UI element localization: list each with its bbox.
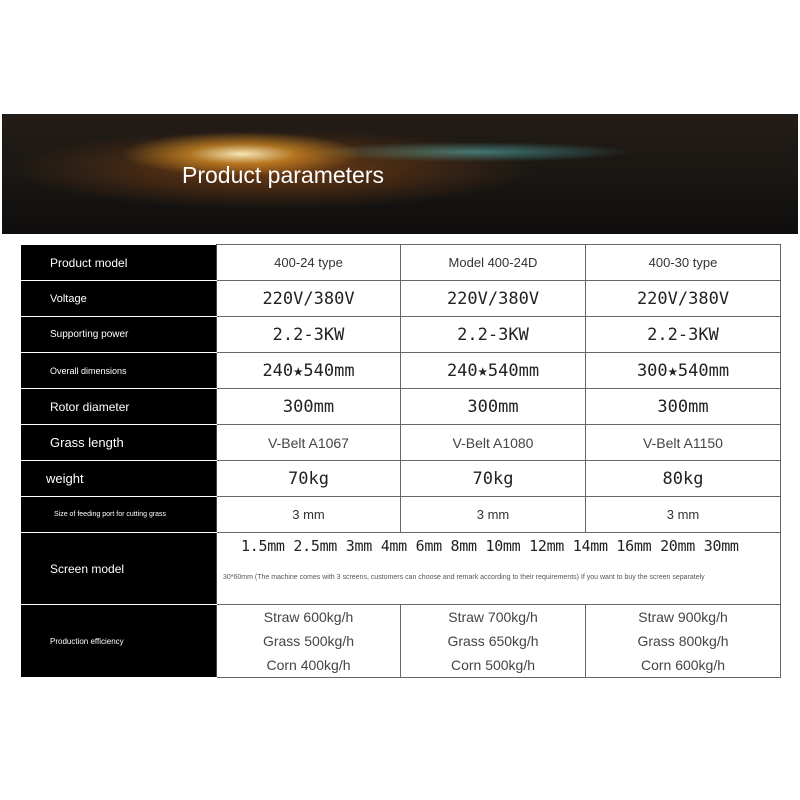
cell-value: 220V/380V — [401, 281, 586, 317]
cell-value: 3 mm — [586, 497, 781, 533]
table-row — [22, 245, 781, 281]
cell-value: 2.2-3KW — [217, 317, 401, 353]
cell-value: 3 mm — [217, 497, 401, 533]
efficiency-cell — [217, 605, 401, 678]
row-label: Size of feeding port for cutting grass — [22, 497, 217, 533]
cell-value: 80kg — [586, 461, 781, 497]
table-row — [22, 425, 781, 461]
row-label: weight — [22, 461, 217, 497]
cell-value: 240★540mm — [401, 353, 586, 389]
efficiency-line: Straw 600kg/h — [263, 609, 354, 625]
cell-value: 400-24 type — [217, 245, 401, 281]
table-row — [22, 353, 781, 389]
efficiency-cell — [401, 605, 586, 678]
cell-value: 3 mm — [401, 497, 586, 533]
efficiency-line: Corn 400kg/h — [266, 657, 351, 673]
row-label: Screen model — [22, 533, 217, 605]
cell-value: 70kg — [401, 461, 586, 497]
table-row — [22, 317, 781, 353]
row-label: Grass length — [22, 425, 217, 461]
cell-value: Model 400-24D — [401, 245, 586, 281]
row-label: Rotor diameter — [22, 389, 217, 425]
efficiency-line: Corn 600kg/h — [640, 657, 726, 673]
cell-value: 240★540mm — [217, 353, 401, 389]
table-row — [22, 497, 781, 533]
cell-value: 2.2-3KW — [401, 317, 586, 353]
efficiency-line: Straw 900kg/h — [638, 609, 728, 625]
table-row — [22, 389, 781, 425]
efficiency-line: Grass 650kg/h — [447, 633, 539, 649]
efficiency-line: Grass 800kg/h — [637, 633, 729, 649]
table-row-screen — [22, 533, 781, 605]
cell-value: V-Belt A1067 — [217, 425, 401, 461]
row-label: Overall dimensions — [22, 353, 217, 389]
row-label: Production efficiency — [22, 605, 217, 678]
cell-value: 220V/380V — [586, 281, 781, 317]
table-row — [22, 461, 781, 497]
cell-value: 300mm — [217, 389, 401, 425]
row-label: Supporting power — [22, 317, 217, 353]
row-label: Product model — [22, 245, 217, 281]
screen-sizes: 1.5mm 2.5mm 3mm 4mm 6mm 8mm 10mm 12mm 14mm 16mm 20mm 30mm — [241, 537, 739, 555]
screen-model-cell — [217, 533, 781, 605]
cell-value: 300mm — [401, 389, 586, 425]
cell-value: 300mm — [586, 389, 781, 425]
cell-value: V-Belt A1150 — [586, 425, 781, 461]
efficiency-line: Straw 700kg/h — [448, 609, 538, 625]
efficiency-cell — [586, 605, 781, 678]
spec-table — [21, 244, 781, 678]
table-row-efficiency — [22, 605, 781, 678]
screen-note: 30*60mm (The machine comes with 3 screens, customers can choose and remark according to their requirements) If you want to buy the screen separately — [223, 574, 705, 581]
efficiency-line: Grass 500kg/h — [262, 633, 355, 649]
table-row — [22, 281, 781, 317]
banner-title: Product parameters — [182, 162, 384, 188]
efficiency-line: Corn 500kg/h — [450, 657, 536, 673]
cell-value: V-Belt A1080 — [401, 425, 586, 461]
cell-value: 220V/380V — [217, 281, 401, 317]
cell-value: 2.2-3KW — [586, 317, 781, 353]
cell-value: 400-30 type — [586, 245, 781, 281]
cell-value: 300★540mm — [586, 353, 781, 389]
header-banner — [2, 114, 798, 234]
row-label: Voltage — [22, 281, 217, 317]
cell-value: 70kg — [217, 461, 401, 497]
